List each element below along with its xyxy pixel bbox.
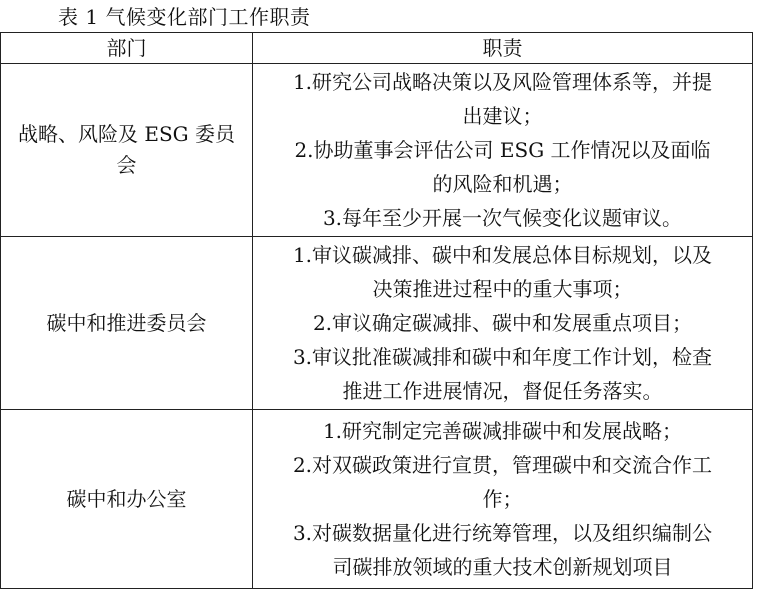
responsibility-line: 作；: [482, 487, 523, 511]
table-caption: 表 1 气候变化部门工作职责: [58, 5, 311, 29]
responsibility-line: 2.对双碳政策进行宣贯，管理碳中和交流合作工: [292, 453, 713, 477]
responsibility-line: 3.审议批准碳减排和碳中和年度工作计划，检查: [292, 345, 713, 369]
responsibility-line: 2.审议确定碳减排、碳中和发展重点项目；: [312, 311, 693, 335]
responsibility-line: 3.对碳数据量化进行统筹管理，以及组织编制公: [292, 521, 713, 545]
responsibility-cell: [253, 410, 753, 589]
responsibility-line: 出建议；: [462, 104, 543, 128]
department-line: 战略、风险及 ESG 委员: [18, 122, 235, 146]
department-line: 碳中和推进委员会: [46, 310, 207, 335]
department-line: 碳中和办公室: [66, 486, 187, 511]
responsibility-line: 的风险和机遇；: [432, 172, 573, 196]
responsibility-line: 1.研究制定完善碳减排碳中和发展战略；: [322, 419, 683, 443]
table-row: [1, 410, 753, 589]
table-row: [1, 64, 753, 237]
responsibility-line: 1.研究公司战略决策以及风险管理体系等，并提: [292, 70, 713, 94]
department-cell: [1, 237, 253, 410]
responsibility-line: 2.协助董事会评估公司 ESG 工作情况以及面临: [294, 138, 711, 162]
responsibility-line: 推进工作进展情况，督促任务落实。: [342, 379, 663, 403]
header-responsibility: 职责: [253, 33, 753, 64]
responsibility-line: 3.每年至少开展一次气候变化议题审议。: [322, 206, 683, 230]
department-cell: [1, 410, 253, 589]
responsibility-cell: [253, 64, 753, 237]
responsibility-cell: [253, 237, 753, 410]
department-cell: [1, 64, 253, 237]
responsibility-line: 决策推进过程中的重大事项；: [372, 277, 633, 301]
responsibility-line: 1.审议碳减排、碳中和发展总体目标规划，以及: [292, 243, 713, 267]
table-header-row: [1, 33, 753, 64]
header-department: 部门: [1, 33, 253, 64]
responsibility-line: 司碳排放领域的重大技术创新规划项目: [332, 555, 673, 579]
department-line: 会: [116, 153, 137, 177]
responsibilities-table: [0, 32, 753, 589]
table-row: [1, 237, 753, 410]
